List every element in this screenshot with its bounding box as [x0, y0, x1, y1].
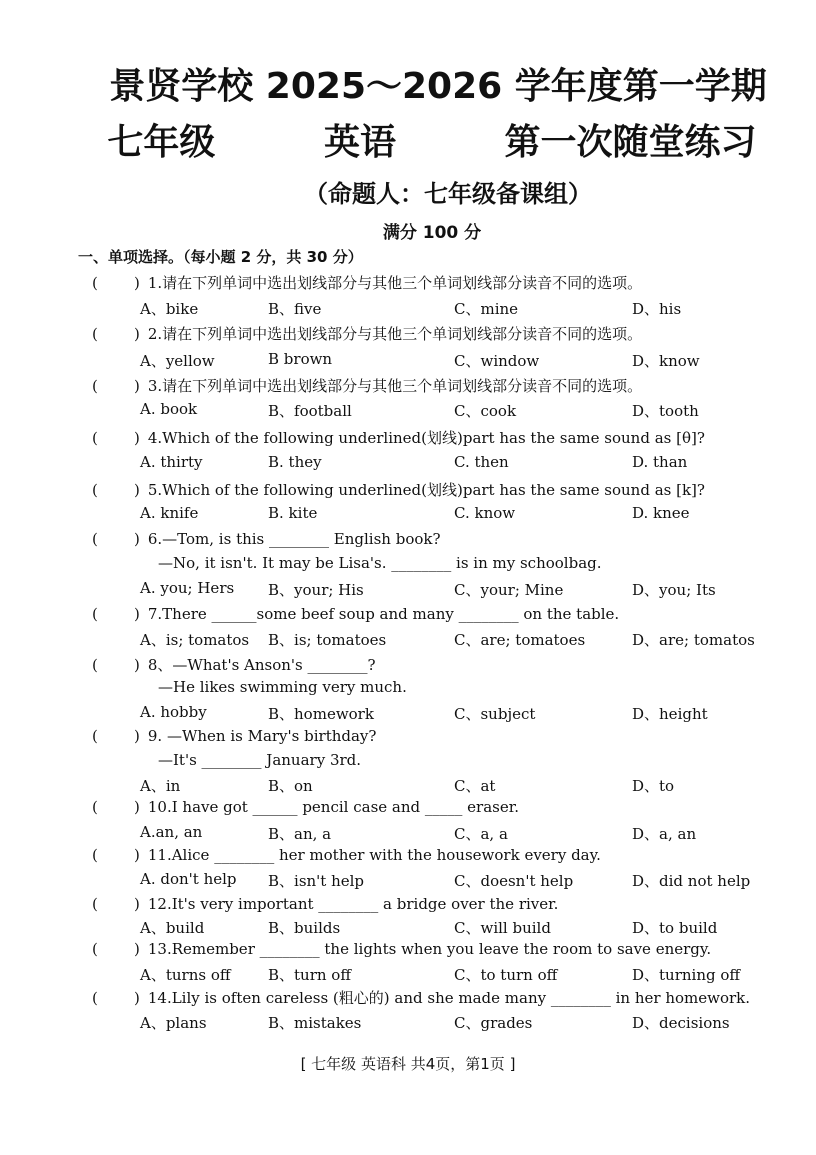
question-text: 6.—Tom, is this ________ English book? [147, 530, 441, 548]
question-text: 7.There ______some beef soup and many ________ on the table. [147, 605, 620, 623]
exam-title: 景贤学校 2025～2026 学年度第一学期 [109, 66, 767, 107]
question-text: 11.Alice ________ her mother with the housework every day. [147, 846, 601, 864]
answer-bracket-close: ) [134, 325, 140, 343]
answer-option: B、isn't help [268, 872, 365, 890]
answer-bracket[interactable]: ( [92, 530, 98, 548]
answer-option: D、decisions [632, 1014, 730, 1032]
grade-label: 七年级 [107, 122, 216, 163]
question-stem [92, 895, 558, 913]
answer-option: A、bike [140, 300, 199, 318]
answer-bracket[interactable]: ( [92, 377, 98, 395]
question-stem [92, 605, 619, 623]
answer-bracket[interactable]: ( [92, 429, 98, 447]
exam-subtitle [24, 114, 816, 165]
answer-option: D、turning off [632, 966, 741, 984]
answer-option: A. knife [140, 504, 199, 522]
question-text: 5.Which of the following underlined(划线)part has the same sound as [k]? [147, 481, 705, 499]
answer-option: A、build [140, 919, 205, 937]
answer-bracket[interactable]: ( [92, 989, 98, 1007]
answer-option: D. knee [632, 504, 690, 522]
answer-option: B brown [268, 350, 333, 368]
question-text: 1.请在下列单词中选出划线部分与其他三个单词划线部分读音不同的选项。 [147, 274, 643, 292]
question-stem [92, 727, 376, 745]
answer-option: B. kite [268, 504, 318, 522]
question-stem [92, 654, 376, 675]
answer-bracket-close: ) [134, 895, 140, 913]
answer-option: A.an, an [140, 823, 203, 841]
answer-option: B、builds [268, 919, 341, 937]
answer-bracket[interactable]: ( [92, 798, 98, 816]
answer-option: C、cook [454, 402, 517, 420]
question-subline: —No, it isn't. It may be Lisa's. ________ is in my schoolbag. [158, 554, 602, 572]
answer-option: C、at [454, 777, 496, 795]
answer-bracket-close: ) [134, 605, 140, 623]
question-text: 9. —When is Mary's birthday? [147, 727, 377, 745]
answer-bracket-close: ) [134, 798, 140, 816]
answer-option: A、plans [140, 1014, 207, 1032]
answer-bracket[interactable]: ( [92, 940, 98, 958]
answer-option: C、doesn't help [454, 872, 574, 890]
answer-option: A. hobby [140, 703, 207, 721]
answer-option: C、grades [454, 1014, 533, 1032]
answer-option: D、height [632, 705, 708, 723]
answer-option: D. than [632, 453, 688, 471]
answer-bracket-close: ) [134, 429, 140, 447]
answer-option: A、yellow [140, 352, 215, 370]
question-stem [92, 530, 441, 548]
answer-option: D、a, an [632, 825, 697, 843]
answer-option: B、an, a [268, 825, 332, 843]
answer-option: A、is; tomatos [140, 631, 250, 649]
answer-option: C. then [454, 453, 509, 471]
answer-option: B、turn off [268, 966, 351, 984]
answer-bracket-close: ) [134, 846, 140, 864]
question-subline: —It's ________ January 3rd. [158, 751, 362, 769]
answer-bracket-close: ) [134, 727, 140, 745]
answer-option: B、mistakes [268, 1014, 362, 1032]
answer-option: B、on [268, 777, 313, 795]
question-text: 14.Lily is often careless (粗心的) and she made many ________ in her homework. [147, 989, 751, 1007]
answer-option: A. book [140, 400, 198, 418]
question-stem [92, 987, 750, 1008]
answer-option: A、in [140, 777, 181, 795]
answer-option: D、his [632, 300, 682, 318]
answer-bracket-close: ) [134, 481, 140, 499]
answer-option: C、will build [454, 919, 551, 937]
question-stem [92, 846, 601, 864]
answer-option: C、mine [454, 300, 519, 318]
section-title: 一、单项选择。（每小题 2 分，共 30 分） [78, 248, 363, 266]
full-score: 满分 100 分 [382, 223, 482, 243]
answer-option: C、a, a [454, 825, 508, 843]
question-text: 2.请在下列单词中选出划线部分与其他三个单词划线部分读音不同的选项。 [147, 325, 643, 343]
answer-bracket[interactable]: ( [92, 727, 98, 745]
question-stem [92, 479, 705, 500]
answer-option: B、is; tomatoes [268, 631, 387, 649]
answer-bracket[interactable]: ( [92, 605, 98, 623]
answer-bracket-close: ) [134, 656, 140, 674]
answer-option: D、to [632, 777, 675, 795]
answer-option: C、your; Mine [454, 581, 564, 599]
answer-option: B、your; His [268, 581, 364, 599]
answer-bracket[interactable]: ( [92, 656, 98, 674]
answer-bracket[interactable]: ( [92, 274, 98, 292]
question-text: 4.Which of the following underlined(划线)part has the same sound as [θ]? [147, 429, 705, 447]
answer-bracket-close: ) [134, 989, 140, 1007]
question-stem [92, 375, 642, 396]
question-stem [92, 427, 705, 448]
question-text: 12.It's very important ________ a bridge over the river. [147, 895, 559, 913]
answer-option: A. you; Hers [140, 579, 235, 597]
answer-option: D、are; tomatos [632, 631, 755, 649]
answer-bracket[interactable]: ( [92, 481, 98, 499]
answer-option: A、turns off [140, 966, 231, 984]
answer-option: C、to turn off [454, 966, 558, 984]
answer-option: B、homework [268, 705, 374, 723]
answer-option: C. know [454, 504, 516, 522]
question-stem [92, 272, 642, 293]
answer-bracket-close: ) [134, 274, 140, 292]
question-stem [92, 323, 642, 344]
page-footer: [ 七年级 英语科 共4页，第1页 ] [300, 1055, 516, 1073]
answer-option: B. they [268, 453, 322, 471]
answer-bracket-close: ) [134, 530, 140, 548]
question-text: 8、—What's Anson's ________? [147, 656, 376, 674]
answer-option: B、five [268, 300, 322, 318]
answer-option: C、subject [454, 705, 536, 723]
question-subline: —He likes swimming very much. [158, 678, 407, 696]
subject-label: 英语 [323, 122, 396, 163]
answer-bracket[interactable]: ( [92, 846, 98, 864]
author-line: （命题人：七年级备课组） [304, 179, 592, 208]
answer-bracket[interactable]: ( [92, 895, 98, 913]
question-text: 13.Remember ________ the lights when you leave the room to save energy. [147, 940, 712, 958]
answer-option: C、are; tomatoes [454, 631, 586, 649]
question-stem [92, 798, 519, 816]
answer-bracket-close: ) [134, 377, 140, 395]
answer-option: D、you; Its [632, 581, 716, 599]
answer-bracket[interactable]: ( [92, 325, 98, 343]
answer-option: D、to build [632, 919, 718, 937]
question-stem [92, 940, 711, 958]
answer-option: A. thirty [140, 453, 203, 471]
answer-option: D、did not help [632, 872, 751, 890]
exam-name-label: 第一次随堂练习 [504, 122, 757, 163]
answer-option: D、tooth [632, 402, 699, 420]
answer-option: A. don't help [140, 870, 237, 888]
answer-bracket-close: ) [134, 940, 140, 958]
answer-option: B、football [268, 402, 352, 420]
answer-option: D、know [632, 352, 700, 370]
answer-option: C、window [454, 352, 540, 370]
question-text: 3.请在下列单词中选出划线部分与其他三个单词划线部分读音不同的选项。 [147, 377, 643, 395]
question-text: 10.I have got ______ pencil case and _____ eraser. [147, 798, 520, 816]
